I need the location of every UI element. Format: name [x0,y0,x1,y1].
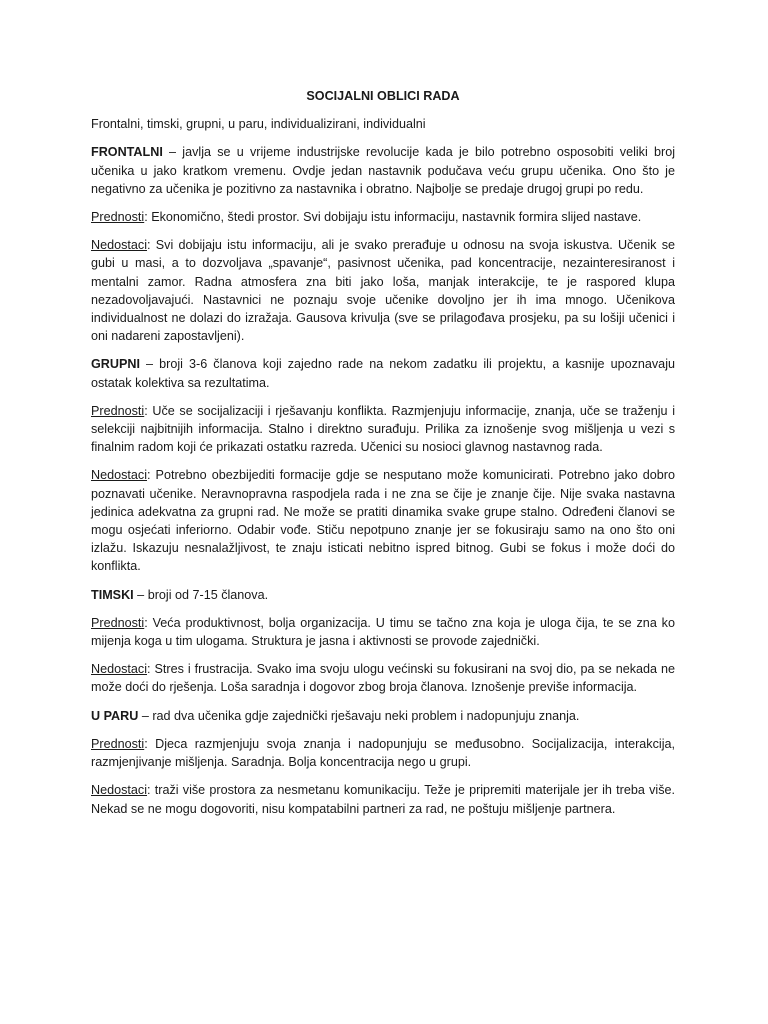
section-grupni-cons [91,466,675,575]
section-grupni-definition [91,355,675,391]
section-grupni-pros [91,402,675,457]
cons-text: : traži više prostora za nesmetanu komunikaciju. Teže je pripremiti materijale jer ih treba više. Nekad se ne mogu dogovoriti, nisu kompatabilni partneri za rad, ne poštuju mišljenje partnera. [91,783,675,816]
section-keyword: TIMSKI [91,587,134,602]
cons-text: : Svi dobijaju istu informaciju, ali je svako prerađuje u odnosu na svoja iskustva. Učenik se gubi u masi, a to dozvoljava „spavanje“, pasivnost učenika, pad koncentracije, nezainteresiranost i mentalni zamor. Radna atmosfera zna biti jako loša, manjak interakcije, te je raspored klupa nezadovoljavajući. Nastavnici ne poznaju svoje učenike dovoljno jer ih ima mnogo. Učenikova individualnost ne dolazi do izražaja. Gausova krivulja (sve se prilagođava prosjeku, pa su lošiji učenici i oni nadareni zapostavljeni). [91,238,675,344]
cons-label: Nedostaci [91,468,148,483]
section-u-paru-cons [91,781,675,817]
section-frontalni-definition [91,143,675,198]
section-keyword: GRUPNI [91,357,140,372]
pros-text: : Uče se socijalizaciji i rješavanju konflikta. Razmjenjuju informacije, znanja, uče se traženju i selekciji najbitnijih informacija. Stalno i direktno surađuju. Prilika za iznošenje svog mišljenja u vezi s finalnim radom koji će prikazati ostatku razreda. Učenici su nosioci glavnog nastavnog rada. [91,403,675,455]
pros-label: Prednosti [91,615,145,630]
section-timski-cons [91,660,675,696]
cons-text: : Potrebno obezbijediti formacije gdje se nesputano može komunicirati. Potrebno jako dobro poznavati učenike. Neravnopravna raspodjela rada i ne zna se čije je znanje čije. Nije svaka nastavna jedinica adekvatna za grupni rad. Ne može se pratiti dinamika svake grupe stalno. Određeni članovi se mogu osjećati inferiorno. Odabir vođe. Stiču nepotpuno znanje jer se fokusiraju samo na ono što oni izlažu. Iskazuju nesnalažljivost, te znaju isticati nebitno ispred bitnog. Gubi se fokus i može doći do konflikta. [91,468,675,574]
document-page [91,87,675,828]
document-title: SOCIJALNI OBLICI RADA [306,89,460,103]
cons-label: Nedostaci [91,783,148,798]
pros-label: Prednosti [91,736,145,751]
section-text: – broji od 7-15 članova. [133,587,269,602]
section-keyword: FRONTALNI [91,145,163,160]
section-text: – rad dva učenika gdje zajednički rješavaju neki problem i nadopunjuju znanja. [138,708,580,723]
pros-text: : Veća produktivnost, bolja organizacija. U timu se tačno zna koja je uloga čija, te se zna ko mijenja koga u tim ulogama. Struktura je jasna i aktivnosti se provode zajednički. [91,615,675,649]
section-timski-definition [91,586,675,604]
intro-line: Frontalni, timski, grupni, u paru, individualizirani, individualni [91,117,426,132]
pros-text: : Djeca razmjenjuju svoja znanja i nadopunjuju se međusobno. Socijalizacija, interakcija, razmjenjivanje mišljenja. Saradnja. Bolja koncentracija nego u grupi. [91,736,675,770]
section-u-paru-pros [91,735,675,771]
cons-label: Nedostaci [91,662,148,677]
section-text: – broji 3-6 članova koji zajedno rade na nekom zadatku ili projektu, a kasnije upoznavaju ostatak kolektiva sa rezultatima. [91,357,675,390]
pros-label: Prednosti [91,403,145,418]
section-text: – javlja se u vrijeme industrijske revolucije kada je bilo potrebno osposobiti veliki broj učenika u jako kratkom vremenu. Ovdje jedan nastavnik podučava veću grupu učenika. Ono što je negativno za učenika je pozitivno za nastavnika i obratno. Najbolje se predaje drugoj grupi po redu. [91,145,675,196]
section-u-paru-definition [91,707,675,725]
section-frontalni-pros [91,208,675,226]
pros-label: Prednosti [91,210,145,225]
section-timski-pros [91,614,675,650]
section-frontalni-cons [91,236,675,345]
cons-label: Nedostaci [91,238,148,253]
cons-text: : Stres i frustracija. Svako ima svoju ulogu većinski su fokusirani na svoj dio, pa se nekada ne može doći do rješenja. Loša saradnja i dogovor zbog broja članova. Iznošenje previše informacija. [91,662,675,695]
pros-text: : Ekonomično, štedi prostor. Svi dobijaju istu informaciju, nastavnik formira slijed nastave. [144,210,642,225]
section-keyword: U PARU [91,708,139,723]
